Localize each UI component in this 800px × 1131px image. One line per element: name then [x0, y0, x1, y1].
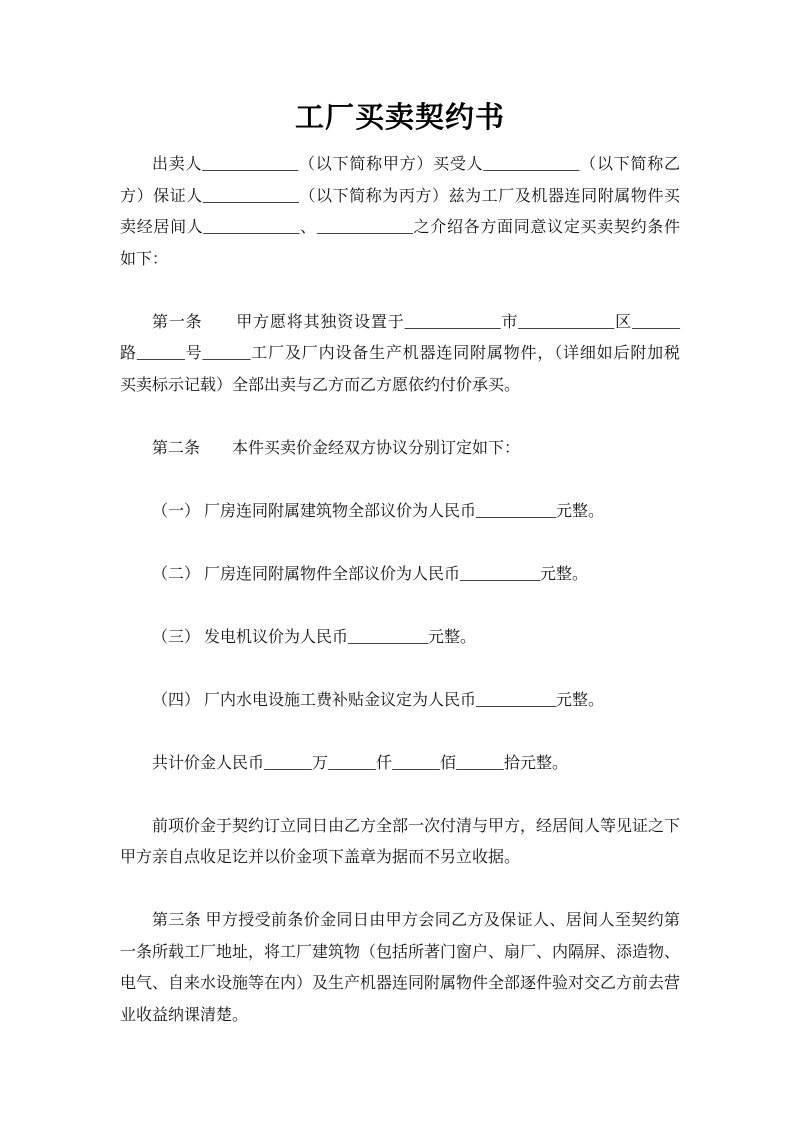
- text-line: 一条所载工厂地址，将工厂建筑物（包括所著门窗户、扇厂、内隔屏、添造物、: [120, 943, 681, 961]
- text-line: 如下：: [120, 250, 169, 268]
- text-line: 卖经居间人____________、____________之介绍各方面同意议定买卖契约条件: [120, 219, 680, 236]
- price-item-2: [120, 559, 680, 591]
- article-3: [120, 905, 680, 1031]
- price-item-1: [120, 496, 680, 528]
- price-item-3: [120, 622, 680, 654]
- document-title: 工厂买卖契约书: [294, 102, 505, 134]
- text-line: （一） 厂房连同附属建筑物全部议价为人民币__________元整。: [152, 502, 605, 520]
- document-body: [120, 149, 680, 1063]
- text-line: 共计价金人民币______万______仟______佰______拾元整。: [152, 754, 569, 772]
- text-line: 方）保证人____________（以下简称为丙方）兹为工厂及机器连同附属物件买: [120, 187, 680, 205]
- price-item-4: [120, 685, 680, 717]
- text-line: 出卖人____________（以下简称甲方）买受人____________（以下简称乙: [152, 156, 680, 173]
- text-line: （三） 发电机议价为人民币__________元整。: [152, 628, 477, 646]
- text-line: 甲方亲自点收足讫并以价金项下盖章为据而不另立收据。: [120, 849, 521, 866]
- text-line: （二） 厂房连同附属物件全部议价为人民币__________元整。: [152, 565, 589, 583]
- text-line: （四） 厂内水电设施工费补贴金议定为人民币__________元整。: [152, 691, 605, 709]
- text-line: 前项价金于契约订立同日由乙方全部一次付清与甲方，经居间人等见证之下: [152, 817, 681, 835]
- article-1: [120, 307, 680, 402]
- text-line: 第三条 甲方授受前条价金同日由甲方会同乙方及保证人、居间人至契约第: [152, 912, 680, 929]
- total-price: [120, 748, 680, 780]
- text-line: 第一条 甲方愿将其独资设置于____________市____________区______: [152, 313, 680, 331]
- article-2-intro: [120, 433, 680, 465]
- text-line: 买卖标示记载）全部出卖与乙方而乙方愿依约付价承买。: [120, 376, 521, 394]
- text-line: 第二条 本件买卖价金经双方协议分别订定如下：: [152, 439, 521, 457]
- parties-paragraph: [120, 149, 680, 275]
- text-line: 电气、自来水设施等在内）及生产机器连同附属物件全部逐件验对交乙方前去营: [120, 975, 681, 992]
- payment-terms: [120, 811, 680, 874]
- text-line: 业收益纳课清楚。: [120, 1006, 249, 1024]
- text-line: 路______号______工厂及厂内设备生产机器连同附属物件，（详细如后附加税: [120, 345, 680, 362]
